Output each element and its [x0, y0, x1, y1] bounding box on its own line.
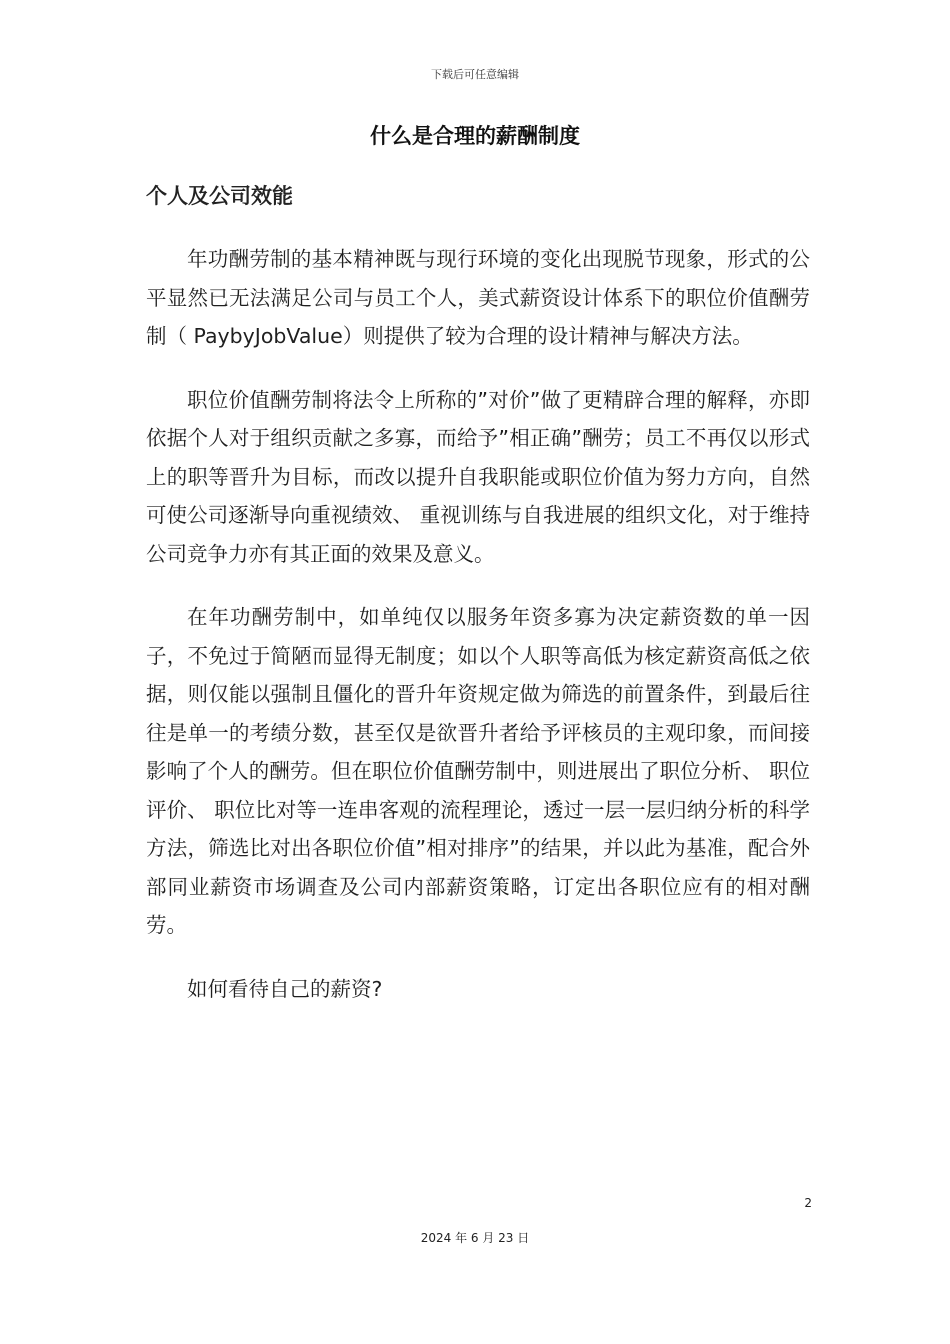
document-title: 什么是合理的薪酬制度 [370, 124, 580, 148]
header-note: 下载后可任意编辑 [431, 68, 519, 81]
paragraph: 在年功酬劳制中，如单纯仅以服务年资多寡为决定薪资数的单一因子，不免过于简陋而显得无制度；如以个人职等高低为核定薪资高低之依据，则仅能以强制且僵化的晋升年资规定做为筛选的前置条件，到最后往往是单一的考绩分数，甚至仅是欲晋升者给予评核员的主观印象，而间接影响了个人的酬劳。但在职位价值酬劳制中，则进展出了职位分析、 职位评价、 职位比对等一连串客观的流程理论，透过一层一层归纳分析的科学方法，筛选比对出各职位价值”相对排序”的结果，并以此为基准，配合外部同业薪资市场调查及公司内部薪资策略，订定出各职位应有的相对酬劳。 [146, 605, 810, 937]
page-number: 2 [804, 1196, 812, 1210]
footer-date: 2024 年 6 月 23 日 [420, 1231, 530, 1245]
section-heading: 个人及公司效能 [146, 184, 293, 208]
paragraph: 职位价值酬劳制将法令上所称的”对价”做了更精辟合理的解释，亦即依据个人对于组织贡献之多寡，而给予”相正确”酬劳；员工不再仅以形式上的职等晋升为目标，而改以提升自我职能或职位价值为努力方向，自然可使公司逐渐导向重视绩效、 重视训练与自我进展的组织文化，对于维持公司竞争力亦有其正面的效果及意义。 [146, 387, 810, 566]
paragraph: 年功酬劳制的基本精神既与现行环境的变化出现脱节现象，形式的公平显然已无法满足公司与员工个人，美式薪资设计体系下的职位价值酬劳制（ PaybyJobValue）则提供了较为合理的设计精神与解决方法。 [146, 247, 810, 348]
question-paragraph: 如何看待自己的薪资? [187, 976, 383, 1001]
document-body [146, 240, 810, 1033]
